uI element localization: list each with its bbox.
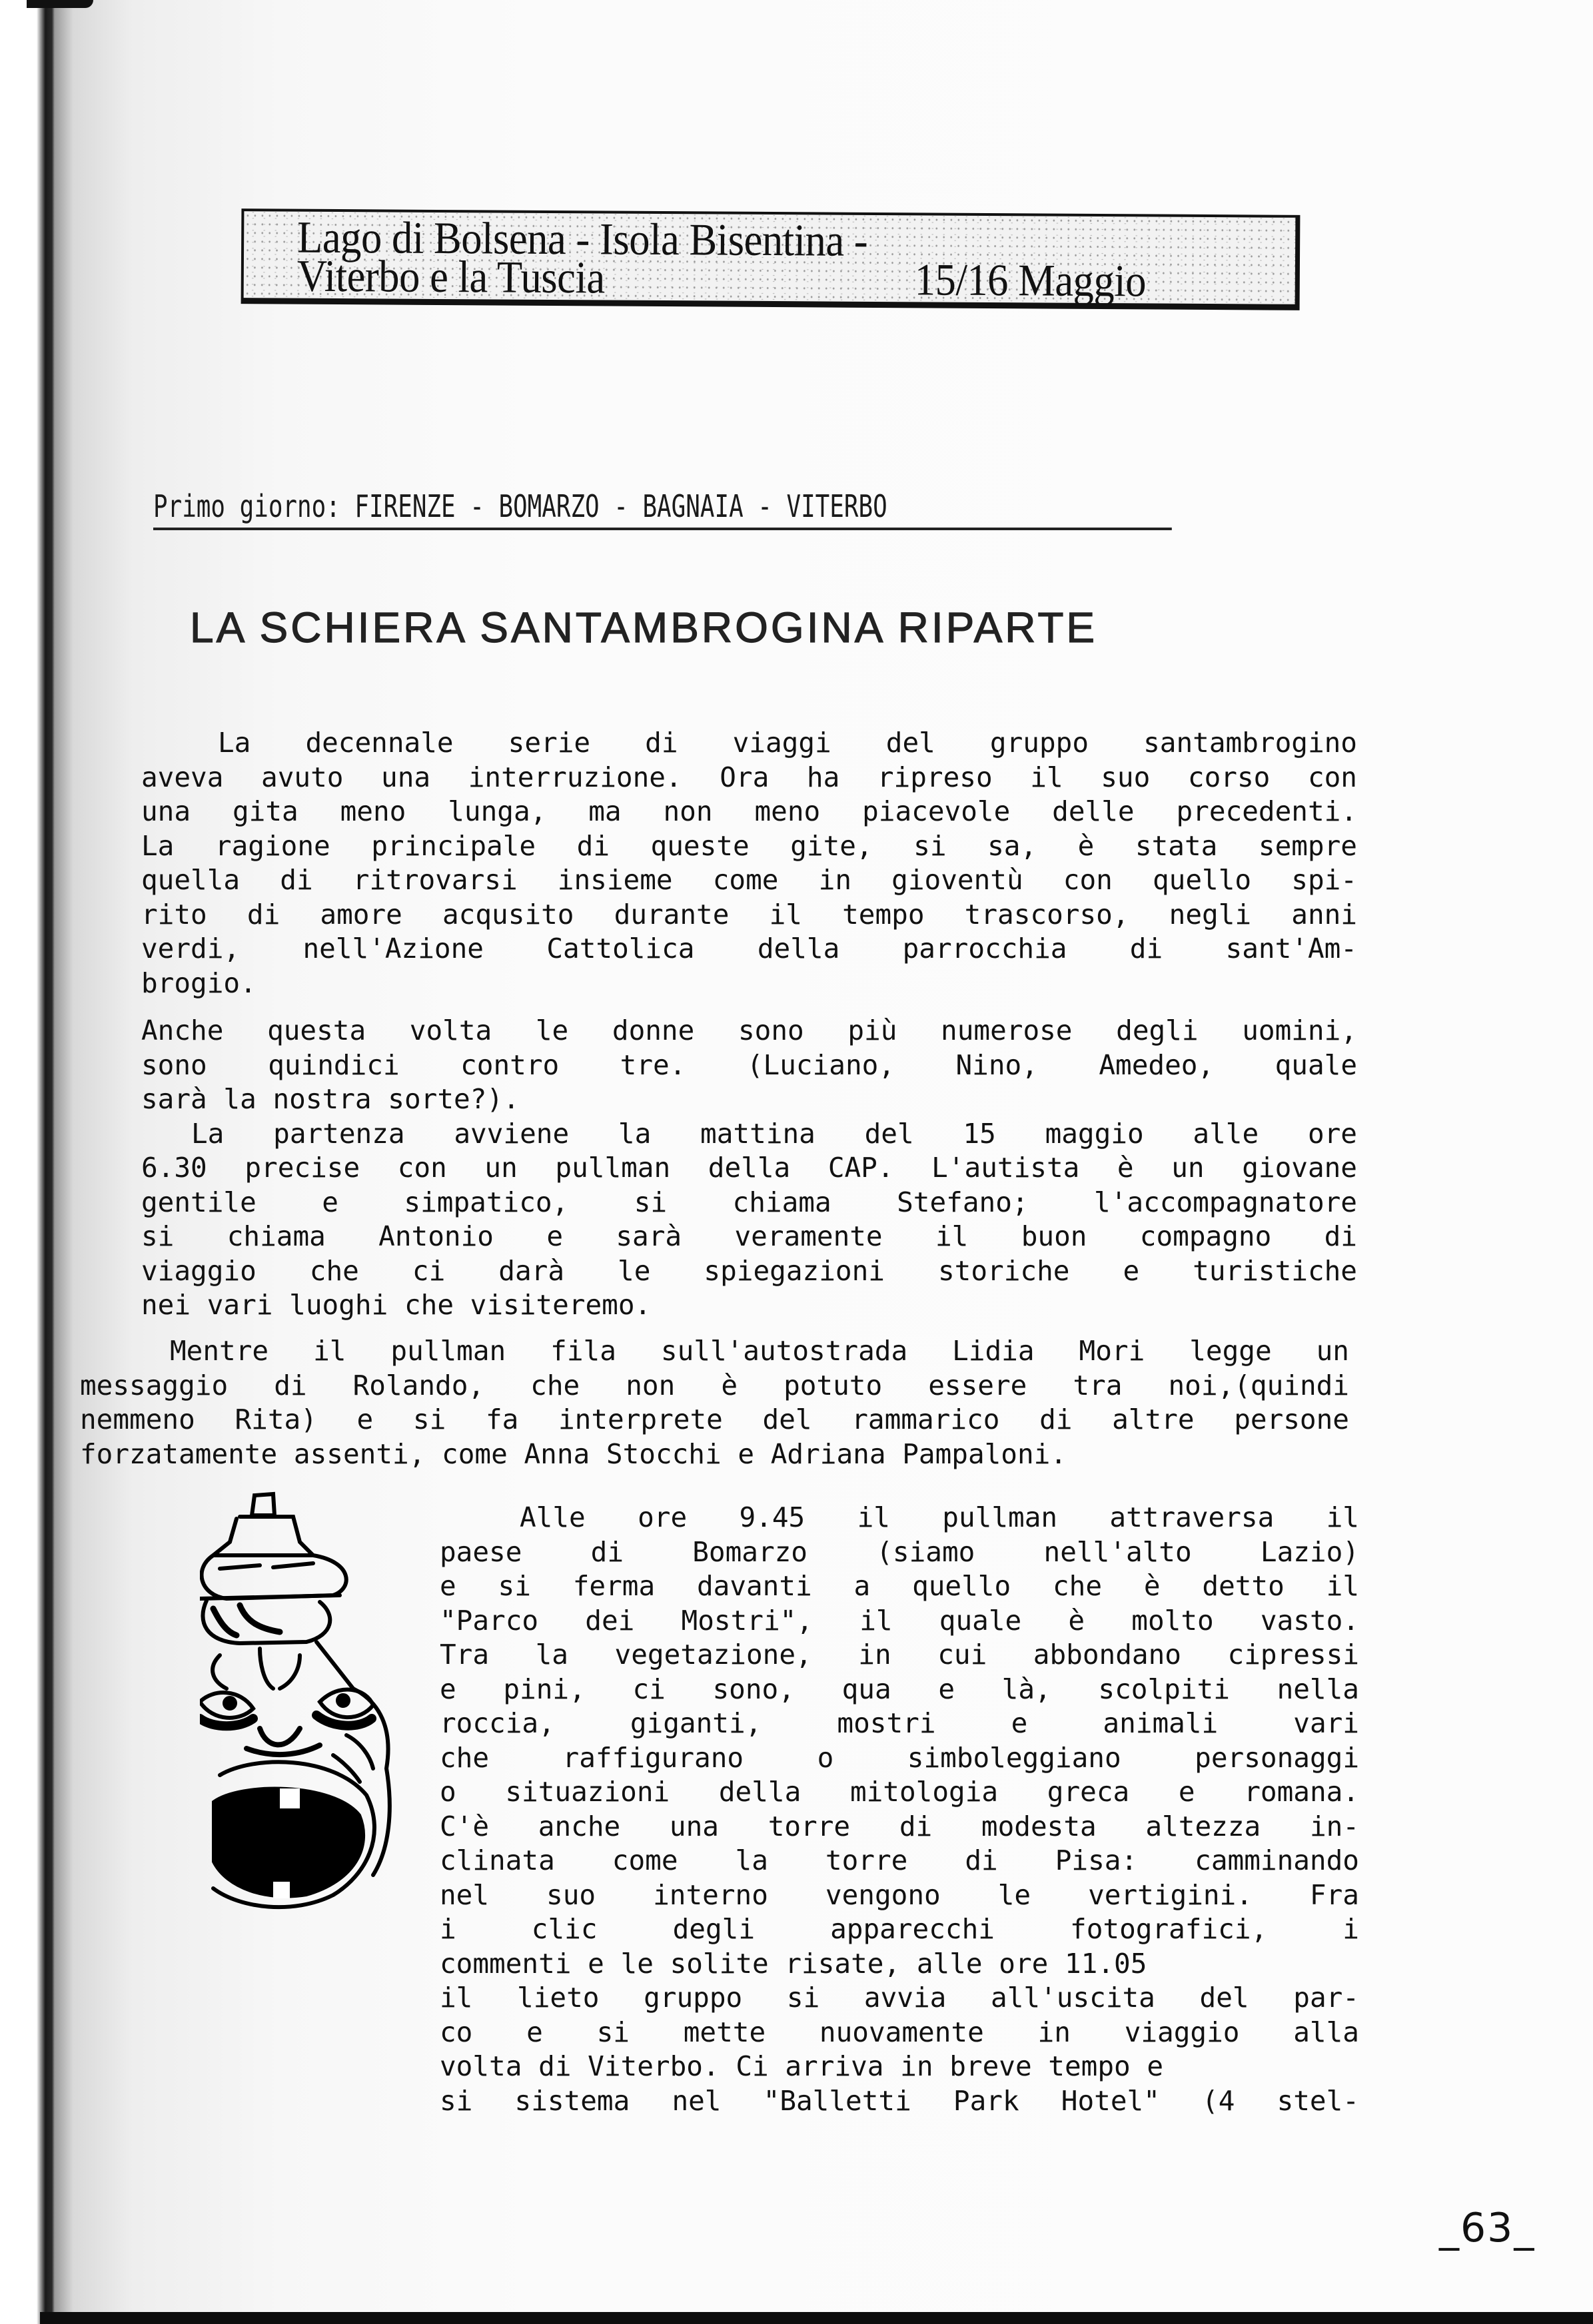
text-line: il lieto gruppo si avvia all'uscita del par- bbox=[440, 1982, 1359, 2014]
text-line: La partenza avviene la mattina del 15 maggio alle ore bbox=[191, 1117, 1357, 1150]
text-line: Mentre il pullman fila sull'autostrada Lidia Mori legge un bbox=[170, 1335, 1349, 1367]
paragraph-2 bbox=[141, 1014, 1357, 1323]
article-headline: LA SCHIERA SANTAMBROGINA RIPARTE bbox=[190, 603, 1098, 651]
title-date: 15/16 Maggio bbox=[914, 254, 1147, 306]
text-line: e si ferma davanti a quello che è detto il bbox=[440, 1570, 1359, 1602]
paragraph-3 bbox=[80, 1334, 1349, 1471]
text-line: Alle ore 9.45 il pullman attraversa il bbox=[520, 1501, 1359, 1533]
text-line: nei vari luoghi che visiteremo. bbox=[141, 1289, 652, 1321]
text-line: paese di Bomarzo (siamo nell'alto Lazio) bbox=[440, 1535, 1359, 1568]
title-line-1: Lago di Bolsena - Isola Bisentina - bbox=[296, 211, 868, 266]
text-line: forzatamente assenti, come Anna Stocchi e Adriana Pampaloni. bbox=[80, 1437, 1067, 1470]
text-line: La ragione principale di queste gite, si sa, è stata sempre bbox=[141, 829, 1357, 862]
text-line: roccia, giganti, mostri e animali vari bbox=[440, 1707, 1359, 1739]
text-line: una gita meno lunga, ma non meno piacevole delle precedenti. bbox=[141, 795, 1357, 827]
text-line: si chiama Antonio e sarà veramente il buon compagno di bbox=[141, 1220, 1357, 1252]
text-line: "Parco dei Mostri", il quale è molto vasto. bbox=[440, 1604, 1359, 1637]
text-line: che raffigurano o simboleggiano personaggi bbox=[440, 1741, 1359, 1774]
text-line: messaggio di Rolando, che non è potuto essere tra noi,(quindi bbox=[80, 1369, 1349, 1401]
text-line: sono quindici contro tre. (Luciano, Nino, Amedeo, quale bbox=[141, 1048, 1357, 1081]
text-line: nemmeno Rita) e si fa interprete del rammarico di altre persone bbox=[80, 1403, 1349, 1435]
text-line: C'è anche una torre di modesta altezza in- bbox=[440, 1810, 1359, 1842]
text-line: sarà la nostra sorte?). bbox=[141, 1083, 520, 1115]
text-line: Anche questa volta le donne sono più numerose degli uomini, bbox=[141, 1014, 1357, 1046]
title-box bbox=[241, 208, 1301, 310]
text-line: volta di Viterbo. Ci arriva in breve tempo e bbox=[440, 2050, 1164, 2082]
page-bottom-edge bbox=[40, 2312, 1593, 2324]
text-line: co e si mette nuovamente in viaggio alla bbox=[440, 2016, 1359, 2048]
text-line: viaggio che ci darà le spiegazioni storiche e turistiche bbox=[141, 1254, 1357, 1287]
title-line-2: Viterbo e la Tuscia bbox=[296, 250, 605, 303]
text-line: gentile e simpatico, si chiama Stefano; l'accompagnatore bbox=[141, 1186, 1357, 1218]
text-line: rito di amore acqusito durante il tempo trascorso, negli anni bbox=[141, 898, 1357, 931]
binding-shadow bbox=[27, 0, 93, 8]
text-line: aveva avuto una interruzione. Ora ha ripreso il suo corso con bbox=[141, 761, 1357, 793]
text-line: brogio. bbox=[141, 967, 257, 999]
text-line: commenti e le solite risate, alle ore 11.05 bbox=[440, 1947, 1147, 1980]
day-subtitle: Primo giorno: FIRENZE - BOMARZO - BAGNAIA - VITERBO bbox=[153, 486, 1172, 530]
text-line: si sistema nel "Balletti Park Hotel" (4 stel- bbox=[440, 2084, 1359, 2117]
text-line: e pini, ci sono, qua e là, scolpiti nella bbox=[440, 1673, 1359, 1705]
monster-head-sketch-icon bbox=[200, 1489, 460, 2075]
text-line: quella di ritrovarsi insieme come in gioventù con quello spi- bbox=[141, 864, 1357, 896]
text-line: Tra la vegetazione, in cui abbondano cipressi bbox=[440, 1639, 1359, 1671]
text-line: 6.30 precise con un pullman della CAP. L'autista è un giovane bbox=[141, 1152, 1357, 1184]
text-line: i clic degli apparecchi fotografici, i bbox=[440, 1913, 1359, 1945]
page-number: _63_ bbox=[1439, 2205, 1536, 2251]
text-line: clinata come la torre di Pisa: camminando bbox=[440, 1844, 1359, 1876]
paragraph-4 bbox=[440, 1501, 1359, 2118]
text-line: nel suo interno vengono le vertigini. Fra bbox=[440, 1878, 1359, 1911]
paragraph-1 bbox=[141, 726, 1357, 1000]
text-line: verdi, nell'Azione Cattolica della parrocchia di sant'Am- bbox=[141, 933, 1357, 965]
text-line: La decennale serie di viaggi del gruppo santambrogino bbox=[218, 727, 1357, 759]
text-line: o situazioni della mitologia greca e romana. bbox=[440, 1776, 1359, 1808]
